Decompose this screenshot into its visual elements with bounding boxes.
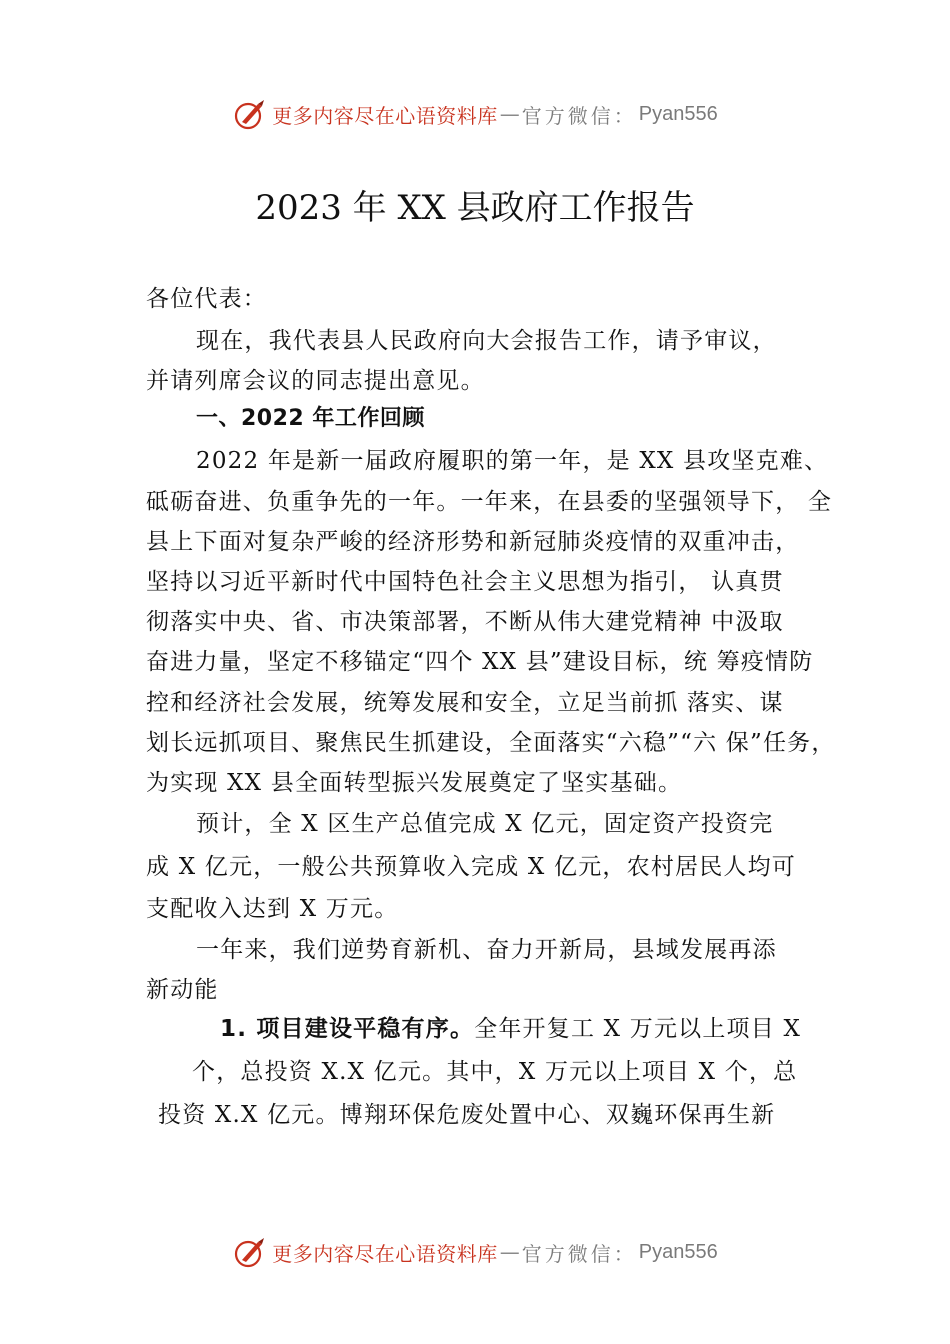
salutation: 各位代表：: [146, 286, 267, 312]
para2-line: 成 X 亿元，一般公共预算收入完成 X 亿元，农村居民人均可: [146, 854, 796, 880]
para1-line: 彻落实中央、省、市决策部署，不断从伟大建党精神 中汲取: [146, 609, 784, 635]
para1-line: 奋进力量，坚定不移锚定“四个 XX 县”建设目标，统 筹疫情防: [146, 649, 814, 675]
para1-line: 砥砺奋进、负重争先的一年。一年来，在县委的坚强领导下， 全: [146, 489, 833, 515]
para3-line: 一年来，我们逆势育新机、奋力开新局，县域发展再添: [196, 937, 777, 963]
banner-slogan: 更多内容尽在心语资料库: [272, 103, 498, 128]
item1-line: 投资 X.X 亿元。博翔环保危废处置中心、双巍环保再生新: [158, 1102, 776, 1128]
section-heading: 一、2022 年工作回顾: [196, 406, 425, 431]
para2-line: 支配收入达到 X 万元。: [146, 896, 399, 922]
para2-line: 预计，全 X 区生产总值完成 X 亿元，固定资产投资完: [196, 811, 774, 837]
para1-line: 2022 年是新一届政府履职的第一年，是 XX 县攻坚克难、: [196, 448, 829, 474]
para1-line: 控和经济社会发展，统筹发展和安全，立足当前抓 落实、谋: [146, 690, 784, 716]
banner-wechat-label: 官方微信：: [521, 103, 637, 128]
para1-line: 县上下面对复杂严峻的经济形势和新冠肺炎疫情的双重冲击，: [146, 529, 800, 555]
banner-dash: —: [499, 102, 520, 126]
intro-line: 现在，我代表县人民政府向大会报告工作，请予审议，: [196, 328, 777, 354]
document-title: 2023 年 XX 县政府工作报告: [255, 188, 695, 228]
intro-line: 并请列席会议的同志提出意见。: [146, 368, 485, 394]
banner-slogan: 更多内容尽在心语资料库: [272, 1241, 498, 1266]
banner-account: Pyan556: [638, 102, 718, 125]
bottom-banner: [0, 1232, 950, 1272]
top-banner: [0, 94, 950, 134]
para1-line: 划长远抓项目、聚焦民生抓建设，全面落实“六稳”“六 保”任务，: [146, 730, 836, 756]
para1-line: 坚持以习近平新时代中国特色社会主义思想为指引， 认真贯: [146, 569, 784, 595]
item1-line: [220, 1014, 801, 1044]
item1-line: 个，总投资 X.X 亿元。其中，X 万元以上项目 X 个，总: [192, 1059, 798, 1085]
item1-text: 全年开复工 X 万元以上项目 X: [474, 1016, 802, 1042]
pen-logo-icon: [232, 1234, 268, 1270]
para1-line: 为实现 XX 县全面转型振兴发展奠定了坚实基础。: [146, 770, 683, 796]
banner-wechat-label: 官方微信：: [521, 1241, 637, 1266]
banner-dash: —: [499, 1240, 520, 1264]
banner-account: Pyan556: [638, 1240, 718, 1263]
item1-bold-label: 1. 项目建设平稳有序。: [220, 1016, 475, 1042]
pen-logo-icon: [232, 96, 268, 132]
para3-line: 新动能: [146, 977, 219, 1003]
